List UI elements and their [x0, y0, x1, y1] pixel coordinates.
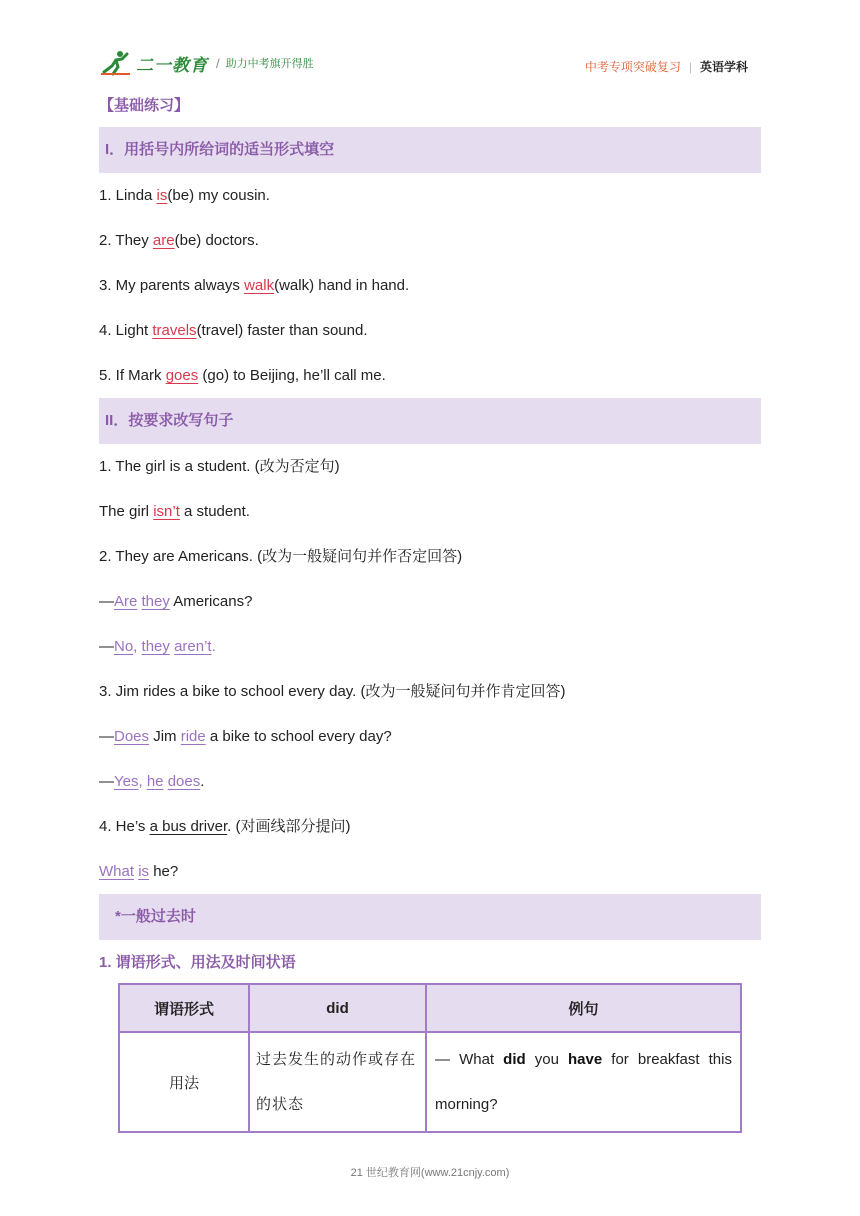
- header-separator: |: [688, 59, 692, 74]
- slogan-separator: /: [216, 55, 220, 71]
- answer-blank: they: [141, 593, 170, 610]
- table-header: 例句: [426, 984, 741, 1032]
- answer-blank: What: [99, 863, 135, 880]
- underlined-phrase: a bus driver: [149, 818, 228, 835]
- grammar-table: [118, 983, 742, 1133]
- answer-blank: Are: [114, 593, 138, 610]
- table-header-row: [119, 984, 741, 1032]
- example-cell: — What did you have for breakfast this morning?: [426, 1032, 741, 1132]
- grammar-subtitle: 1. 谓语形式、用法及时间状语: [99, 954, 296, 971]
- answer-blank: Does: [114, 728, 150, 745]
- slogan: 助力中考旗开得胜: [225, 58, 314, 70]
- answer-blank: are: [152, 232, 175, 249]
- section-label: 【基础练习】: [99, 97, 190, 114]
- table-header: did: [249, 984, 426, 1032]
- page-header: [0, 0, 860, 90]
- answer-blank: is: [156, 187, 168, 204]
- part1-item-5: 5. If Mark goes (go) to Beijing, he’ll call me.: [99, 367, 386, 384]
- runner-logo-icon: [100, 50, 132, 76]
- part1-item-4: 4. Light travels(travel) faster than sound.: [99, 322, 368, 339]
- row-label: 用法: [119, 1032, 249, 1132]
- answer-blank: aren’t: [174, 638, 212, 655]
- table-header: 谓语形式: [119, 984, 249, 1032]
- answer-blank: ride: [180, 728, 206, 745]
- answer-blank: Yes: [114, 773, 139, 790]
- part2-q3-prompt: 3. Jim rides a bike to school every day. (改为一般疑问句并作肯定回答): [99, 683, 566, 700]
- part2-q2-reply: —No, they aren’t.: [99, 638, 216, 655]
- header-topic: 中考专项突破复习: [584, 60, 681, 74]
- answer-blank: he: [146, 773, 164, 790]
- part2-q2-question: —Are they Americans?: [99, 593, 253, 610]
- header-subject: 英语学科: [699, 60, 748, 74]
- header-right: [585, 58, 748, 75]
- part2-q3-reply: —Yes, he does.: [99, 773, 205, 790]
- document-body: [99, 92, 761, 985]
- part1-item-1: 1. Linda is(be) my cousin.: [99, 187, 270, 204]
- answer-blank: goes: [165, 367, 199, 384]
- part2-title: II．按要求改写句子: [99, 398, 761, 444]
- answer-blank: does: [167, 773, 201, 790]
- usage-cell: 过去发生的动作或存在的状态: [249, 1032, 426, 1132]
- part1-item-3: 3. My parents always walk(walk) hand in hand.: [99, 277, 410, 294]
- answer-blank: walk: [244, 277, 275, 294]
- logo: [100, 50, 314, 76]
- part2-q4-answer: What is he?: [99, 863, 179, 880]
- part2-q1-prompt: 1. The girl is a student. (改为否定句): [99, 458, 340, 475]
- answer-blank: No: [114, 638, 134, 655]
- logo-text: 二一教育: [136, 55, 208, 75]
- part2-q1-answer: The girl isn’t a student.: [99, 503, 250, 520]
- answer-blank: is: [138, 863, 150, 880]
- part1-title: I．用括号内所给词的适当形式填空: [99, 127, 761, 173]
- page-footer: 21 世纪教育网(www.21cnjy.com): [350, 1167, 510, 1179]
- answer-blank: travels: [152, 322, 197, 339]
- part2-q2-prompt: 2. They are Americans. (改为一般疑问句并作否定回答): [99, 548, 463, 565]
- grammar-title: *一般过去时: [99, 894, 761, 940]
- part1-item-2: 2. They are(be) doctors.: [99, 232, 259, 249]
- answer-blank: isn’t: [153, 503, 180, 520]
- answer-blank: they: [141, 638, 170, 655]
- part2-q4-prompt: 4. He’s a bus driver. (对画线部分提问): [99, 818, 351, 835]
- table-row: [119, 1032, 741, 1132]
- part2-q3-question: —Does Jim ride a bike to school every day?: [99, 728, 392, 745]
